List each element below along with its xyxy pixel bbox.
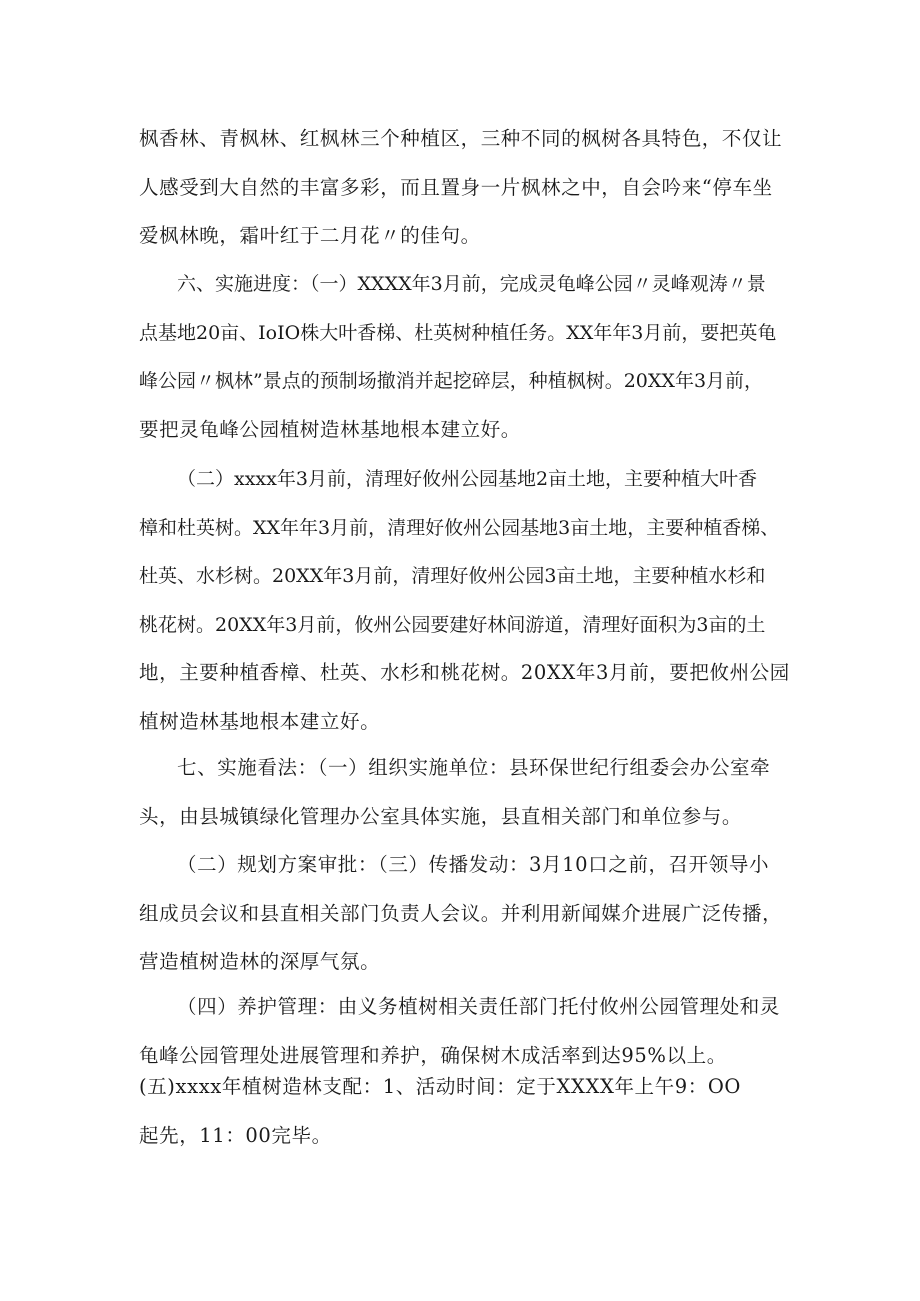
text-line: 六、实施进度：（一）XXXX年3月前，完成灵龟峰公园〃灵峰观涛〃景 xyxy=(177,273,766,295)
text-line: 爱枫林晚，霜叶红于二月花〃的佳句。 xyxy=(139,224,481,247)
text-line: 头，由县城镇绿化管理办公室具体实施，县直相关部门和单位参与。 xyxy=(139,804,743,828)
text-line: 点基地20亩、IoIO株大叶香梯、杜英树种植任务。XX年年3月前，要把英龟 xyxy=(139,321,777,344)
paragraph-maple-zones xyxy=(139,115,789,261)
text-line: （二）xxxx年3月前，清理好攸州公园基地2亩土地，主要种植大叶香 xyxy=(177,468,758,490)
text-line: 起先，11：00完毕。 xyxy=(139,1123,332,1147)
text-line: 枫香林、青枫林、红枫林三个种植区，三种不同的枫树各具特色，不仅让 xyxy=(139,127,783,150)
text-line: 人感受到大自然的丰富多彩，而且置身一片枫林之中，自会吟来“停车坐 xyxy=(139,175,773,199)
text-line: 杜英、水杉树。20XX年3月前，清理好攸州公园3亩土地，主要种植水杉和 xyxy=(139,565,766,587)
paragraph-approval-publicity xyxy=(139,841,789,987)
text-line: 龟峰公园管理处进展管理和养护，确保树木成活率到达95%以上。 xyxy=(139,1043,727,1067)
text-line: 七、实施看法：（一）组织实施单位：县环保世纪行组委会办公室牵 xyxy=(177,756,771,779)
text-line: 营造植树造林的深厚气氛。 xyxy=(139,950,381,973)
text-line: 组成员会议和县直相关部门负责人会议。并利用新闻媒介进展广泛传播， xyxy=(139,901,783,925)
text-line: 峰公园〃枫林”景点的预制场撤消并起挖碎层，种植枫树。20XX年3月前， xyxy=(139,370,764,392)
text-line: （四）养护管理：由义务植树相关责任部门托付攸州公园管理处和灵 xyxy=(177,995,781,1018)
paragraph-schedule xyxy=(139,260,789,454)
paragraph-youzhou-park xyxy=(139,455,789,746)
paragraph-arrangement xyxy=(139,1063,789,1160)
text-line: 桃花树。20XX年3月前，攸州公园要建好林间游道，清理好面积为3亩的土 xyxy=(139,613,766,636)
text-line: 樟和杜英树。XX年年3月前，清理好攸州公园基地3亩土地，主要种植香梯、 xyxy=(139,516,780,539)
paragraph-implementation xyxy=(139,744,789,841)
text-line: 要把灵龟峰公园植树造林基地根本建立好。 xyxy=(139,417,521,441)
text-line: 植树造林基地根本建立好。 xyxy=(139,709,381,733)
text-line: （二）规划方案审批：（三）传播发动：3月10口之前，召开领导小 xyxy=(177,853,770,876)
text-line: (五)xxxx年植树造林支配：1、活动时间：定于XXXX年上午9：OO xyxy=(139,1075,742,1098)
text-line: 地，主要种植香樟、杜英、水杉和桃花树。20XX年3月前，要把攸州公园 xyxy=(139,661,790,684)
